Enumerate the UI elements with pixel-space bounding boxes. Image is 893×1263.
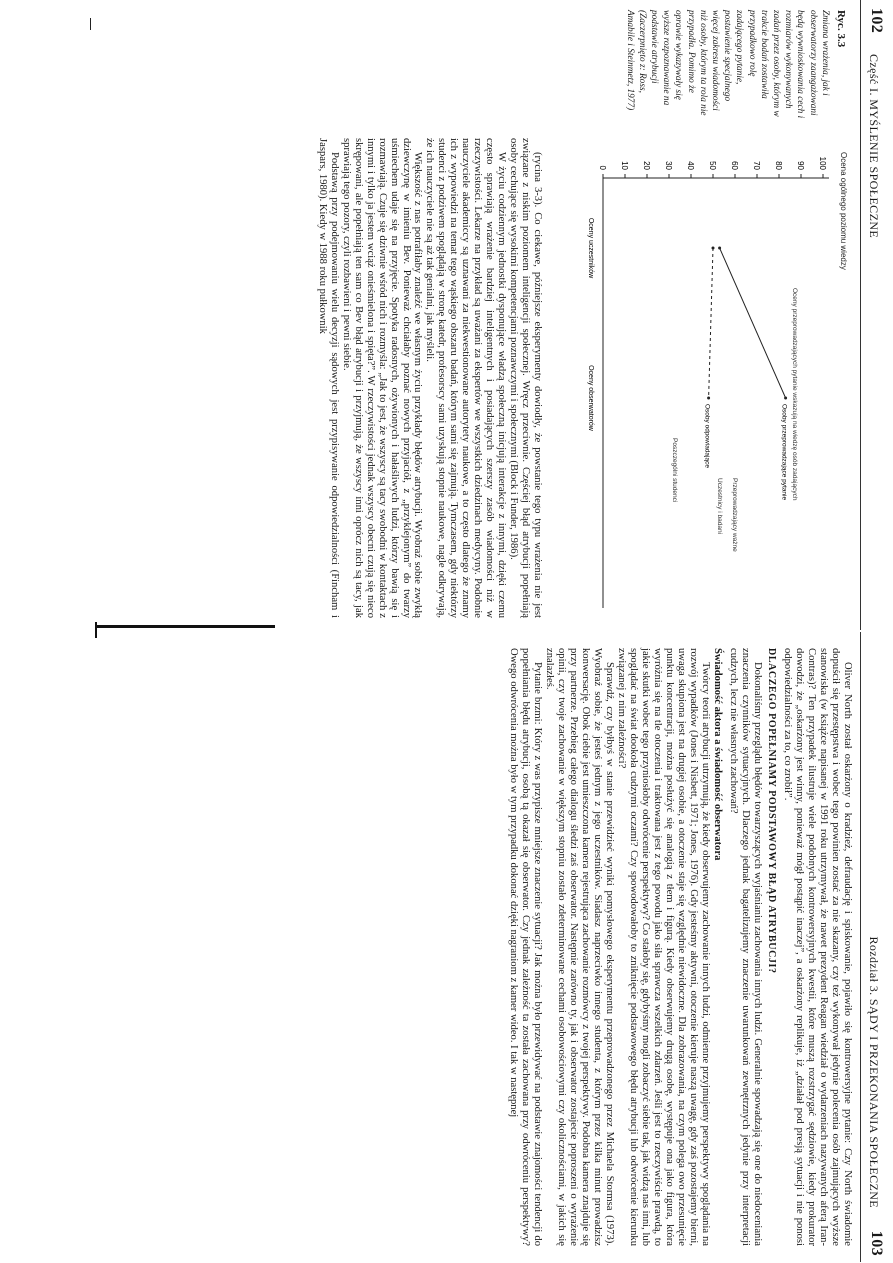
chart-annotation: Uczestnicy i badani [716,478,723,534]
left-running-title: Część I. MYŚLENIE SPOŁECZNE [867,54,881,239]
y-tick-label: 10 [620,161,629,170]
header-rule [860,632,861,1262]
paragraph: Sprawdź, czy byłbyś w stanie przewidzieć wyniki pomysłowego eksperymentu przeprowadzonego przez Michaela Stormsa (1973). Wyobraź sobie, że jesteś jednym z jego uczestników. Siadasz naprzeciwko innego studenta, z którym przez kilka minut prowadzisz konwersację. Obok ciebie jest umieszczona kamera rejestrująca zachowanie rozmówcy z twojej perspektywy. Podobna kamera znajduje się przy partnerze. Przebieg całego dialogu śledzi zaś obserwator. Następnie zarówno ty, jak i obserwator zostajecie poproszeni o wyrażenie opinii, czy twoje zachowanie w większym stopniu zostało zdeterminowane cechami osobowościowymi czy okolicznościami, w jakich się znalazłeś. [544,648,615,1246]
paragraph: Pytanie brzmi: Który z was przypisze mniejsze znaczenie sytuacji? Jak można było przewidywać na podstawie znajomości tendencji do popełniania błędu atrybucji, osobą tą okazał się obserwator. Czy jednak zależność ta została zachowana przy odwróceniu perspektywy? Owego odwrócenia można było w tym przypadku dokonać dzięki nagraniom z kamer wideo. I tak w następnej [508,648,544,1246]
y-tick-label: 20 [642,161,651,170]
series-label: Osoby przeprowadzające pytanie [780,404,788,501]
data-point [712,247,715,250]
data-point [784,397,787,400]
chart-title: Ocena ogólnego poziomu wiedzy [839,152,848,270]
right-running-title: Rozdział 3. SĄDY I PRZEKONANIA SPOŁECZNE [867,936,881,1208]
series-line [720,248,786,398]
left-page [0,0,893,630]
x-tick-label: Oceny obserwatorów [587,365,594,431]
data-point [718,247,721,250]
paragraph: (rycina 3-3). Co ciekawe, późniejsze eksperymenty dowiodły, że powstanie tego typu wrażenia nie jest związane z niskim poziomem inteligencji społecznej. Wręcz przeciwnie. Częściej błąd atrybucji popełniają osoby cechujące się wysokimi kompetencjami poznawczymi i społecznymi (Block i Funder, 1986). [508,138,543,618]
series-line [709,248,713,398]
figure-caption [623,10,847,120]
section-heading: DLACZEGO POPEŁNIAMY PODSTAWOWY BŁĄD ATRYBUCJI? [766,648,778,974]
subsection-heading: Świadomość aktora a świadomość obserwatora [712,648,724,861]
gutter-shadow [95,625,275,628]
y-tick-label: 70 [752,161,761,170]
right-page-number: 103 [868,1230,885,1256]
y-tick-label: 30 [664,161,673,170]
y-tick-label: 60 [730,161,739,170]
figure-caption-text: Zmiana wrażenia, jak i obserwatorzy zaangażowani będą wywnioskowania cech i rozmiarów wykonywanych zadań przez osoby, którym w trakcie badań zostawiła przypadkowo rolę zadającego pytanie, postawienie specjalnego więcej zakresu wiadomości niż osoby, którym ta rola nie przypadła. Pomimo że oprawie wykazywały się wyższe rozpoznawanie na podstawie atrybucji (Zaczerpnięto z: Ross, Amabile i Steinmetz, 1977) [624,10,830,119]
paragraph: Twórcy teorii atrybucji utrzymują, że kiedy obserwujemy zachowanie innych ludzi, odmienne przyjmujemy perspektywy spoglądania na rozwój wypadków (Jones i Nisbett, 1971; Jones, 1976). Gdy jesteśmy aktywni, otoczenie kieruje naszą uwagę, gdy zaś pozostajemy bierni, uwaga skupiona jest na drugiej osobie, a otoczenie staje się względnie niewidoczne. Dla zobrazowania, na czym polega owo przesunięcie punktu koncentracji, można posłużyć się analogią z tłem i figurą. Kiedy obserwujemy drugą osobę, występuje ona jako figura, która wyróżnia się na tle otoczenia i traktowana jest z tego powodu jako siła sprawcza wszelkich zdarzeń. Jeśli jest to rzeczywiście prawdą, to jakie skutki wobec tego przyniosłoby odwrócenie perspektywy? Co stałoby się, gdybyśmy mogli zobaczyć siebie tak, jak widzą nas inni, lub spoglądać na świat dookoła cudzymi oczami? Czy spowodowałoby to zniknięcie podstawowego błędu atrybucji lub odwrócenie kierunku związanej z nim zależności? [615,648,711,1246]
paragraph: Większość z nas potrafiłaby znaleźć we własnym życiu przykłady błędów atrybucji. Wyobraź sobie zwykłą dziewczynę w imieniu Bev. Ponieważ chciałaby poznać nowych przyjaciół, z „przyklejonym” do twarzy uśmiechem udaje się na przyjęcie. Spotyka radosnych, ożywionych i hałaśliwych ludzi, którzy bawią się i rozmawiają. Czuje się dziwnie wśród nich i rozmyśla: „Jak to jest, że wszyscy są tacy swobodni w kontaktach z innymi i tylko ja jestem wciąż onieśmielona i spięta?”. W rzeczywistości jednak wszyscy obecni czują się nieco skrępowani, ale popełniają ten sam co Bev błąd atrybucji i przyjmują, że wszyscy inni oprócz nich są tacy, jak sprawiają tego pozory, czyli rozbawieni i pewni siebie. [340,138,424,618]
right-body-text [507,648,853,1246]
data-point [707,397,710,400]
left-body-text [316,138,543,618]
series-label: Osoby odpowiadające [703,404,711,468]
header-rule [860,0,861,630]
figure-label: Ryc. 3.3 [835,10,847,48]
x-tick-label: Oceny uczestników [587,217,594,279]
paragraph: Oliver North został oskarżony o kradzież, defraudację i spiskowanie, pojawiło się kontrowersyjne pytanie: Czy North świadomie dopuścił się przestępstwa i wobec tego powinien zostać za nie skazany, czy też wykonywał jedynie polecenia osób zajmujących wyższe stanowiska (w książce napisanej w 1991 roku utrzymywał, że nawet prezydent Reagan wiedział o wydarzeniach nazywanych aferą Iran-Contras)? Ten przypadek ilustruje wiele podobnych kontrowersyjnych kwestii, które muszą rozstrzygać sędziowie, kiedy prokurator dowodzi, że „oskarżony jest winny, ponieważ mógł postąpić inaczej”, a oskarżony replikuje, iż „działał pod presją sytuacji i nie ponosi odpowiedzialności za to, co zrobił”. [782,648,853,1246]
chart-annotation: Przeprowadzający ważne [731,478,738,552]
knowledge-chart [553,138,853,618]
y-tick-label: 0 [598,165,607,170]
paragraph: W życiu codziennym jednostki dysponujące władzą społeczną inicjują interakcje z innymi, dzięki czemu często sprawiają wrażenie bardziej inteligentnych i posiadających szerszy zasób wiadomości niż w rzeczywistości. Lekarze na przykład są uważani za ekspertów we wszystkich dziedzinach medycyny. Podobnie nauczyciele akademiccy są uznawani za niekwestionowane autorytety naukowe, a to często dlatego że znamy ich z wypowiedzi na temat tego wąskiego obszaru badań, którym sami się zajmują. Tymczasem, gdy niektórzy studenci z podziwem spoglądają w stronę katedr, profesorscy sami uzyskują stopnie naukowe, nagle odkrywają, że ich nauczyciele nie są aż tak genialni, jak myśleli. [424,138,508,618]
paragraph: Dokonaliśmy przeglądu błędów towarzyszących wyjaśnianiu zachowania innych ludzi. Generalnie spowadzają się one do niedoceniania znaczenia czynników sytuacyjnych. Dlaczego jednak bagatelizujemy znaczenie uwarunkowań zewnętrznych jedynie przy interpretacji cudzych, lecz nie własnych zachowań? [728,648,764,1246]
chart-annotation: Poszczególni studenci [671,438,678,503]
y-tick-label: 100 [818,156,827,170]
y-tick-label: 90 [796,161,805,170]
y-tick-label: 40 [686,161,695,170]
paragraph: Podstawą przy podejmowaniu wielu decyzji sądowych jest przypisywanie odpowiedzialności (Fincham i Jaspars, 1980). Kiedy w 1988 roku pułkownik [316,138,340,618]
right-page [0,632,893,1262]
y-tick-label: 50 [708,161,717,170]
left-page-number: 102 [868,8,885,34]
y-tick-label: 80 [774,161,783,170]
chart-annotation: Oceny przeprowadzających pytanie wskazują na wiedzę osób zadających [791,288,798,501]
